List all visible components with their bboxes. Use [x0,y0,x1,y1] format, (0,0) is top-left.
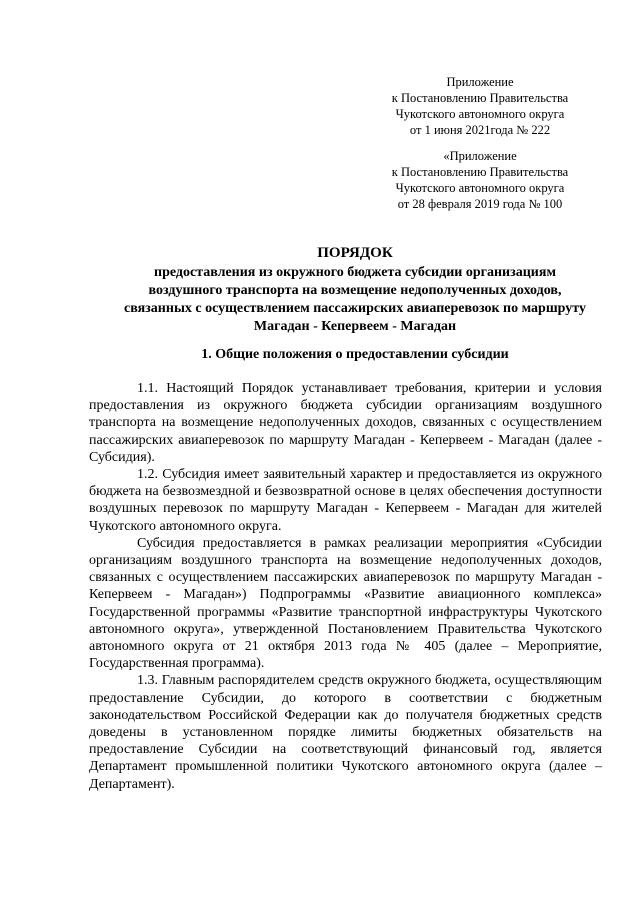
title-main: ПОРЯДОК [317,245,393,261]
appendix-current-line1: Приложение [446,75,514,89]
paragraph-subsidy-program: Субсидия предоставляется в рамках реализации мероприятия «Субсидии организациям воздушного транспорта на возмещение недополученных доходов, связанных с осуществлением пассажирских авиаперевозок по маршруту Магадан - Кепервеем - Магадан») Подпрограммы «Развитие авиационного комплекса» Государственной программы «Развитие транспортной инфраструктуры Чукотского автономного округа», утвержденной Постановлением Правительства Чукотского автономного округа от 21 октября 2013 года № 405 (далее – Мероприятие, Государственная программа). [89,535,602,672]
document-title [80,244,630,336]
appendix-current [360,74,600,138]
section-body [89,380,602,793]
title-line4: Магадан - Кепервеем - Магадан [253,319,457,334]
appendix-previous-line1: «Приложение [443,149,517,163]
appendix-previous-line2: к Постановлению Правительства [391,165,569,179]
section-heading: 1. Общие положения о предоставлении субсидии [201,347,509,362]
title-line3: связанных с осуществлением пассажирских авиаперевозок по маршруту [124,301,586,316]
paragraph-1-2: 1.2. Субсидия имеет заявительный характер и предоставляется из окружного бюджета на безвозмездной и безвозвратной основе в целях обеспечения доступности воздушных перевозок по маршруту Магадан - Кепервеем - Магадан для жителей Чукотского автономного округа. [89,467,602,534]
appendix-previous [360,148,600,212]
appendix-current-line2: к Постановлению Правительства [391,91,569,105]
appendix-current-line4: от 1 июня 2021года № 222 [409,123,551,137]
title-line1: предоставления из окружного бюджета субсидии организациям [154,265,556,280]
appendix-previous-line3: Чукотского автономного округа [395,181,565,195]
paragraph-1-1: 1.1. Настоящий Порядок устанавливает требования, критерии и условия предоставления из окружного бюджета субсидии организациям воздушного транспорта на возмещение недополученных доходов, связанных с осуществлением пассажирских авиаперевозок по маршруту Магадан - Кепервеем - Магадан (далее - Субсидия). [89,381,602,465]
appendix-current-line3: Чукотского автономного округа [395,107,565,121]
title-line2: воздушного транспорта на возмещение недополученных доходов, [148,283,562,298]
paragraph-1-3: 1.3. Главным распорядителем средств окружного бюджета, осуществляющим предоставление Субсидии, до которого в соответствии с бюджетным законодательством Российской Федерации как до получателя бюджетных средств доведены в установленном порядке лимиты бюджетных обязательств на предоставление Субсидии на соответствующий финансовый год, является Департамент промышленной политики Чукотского автономного округа (далее – Департамент). [89,673,602,792]
appendix-previous-line4: от 28 февраля 2019 года № 100 [397,197,563,211]
